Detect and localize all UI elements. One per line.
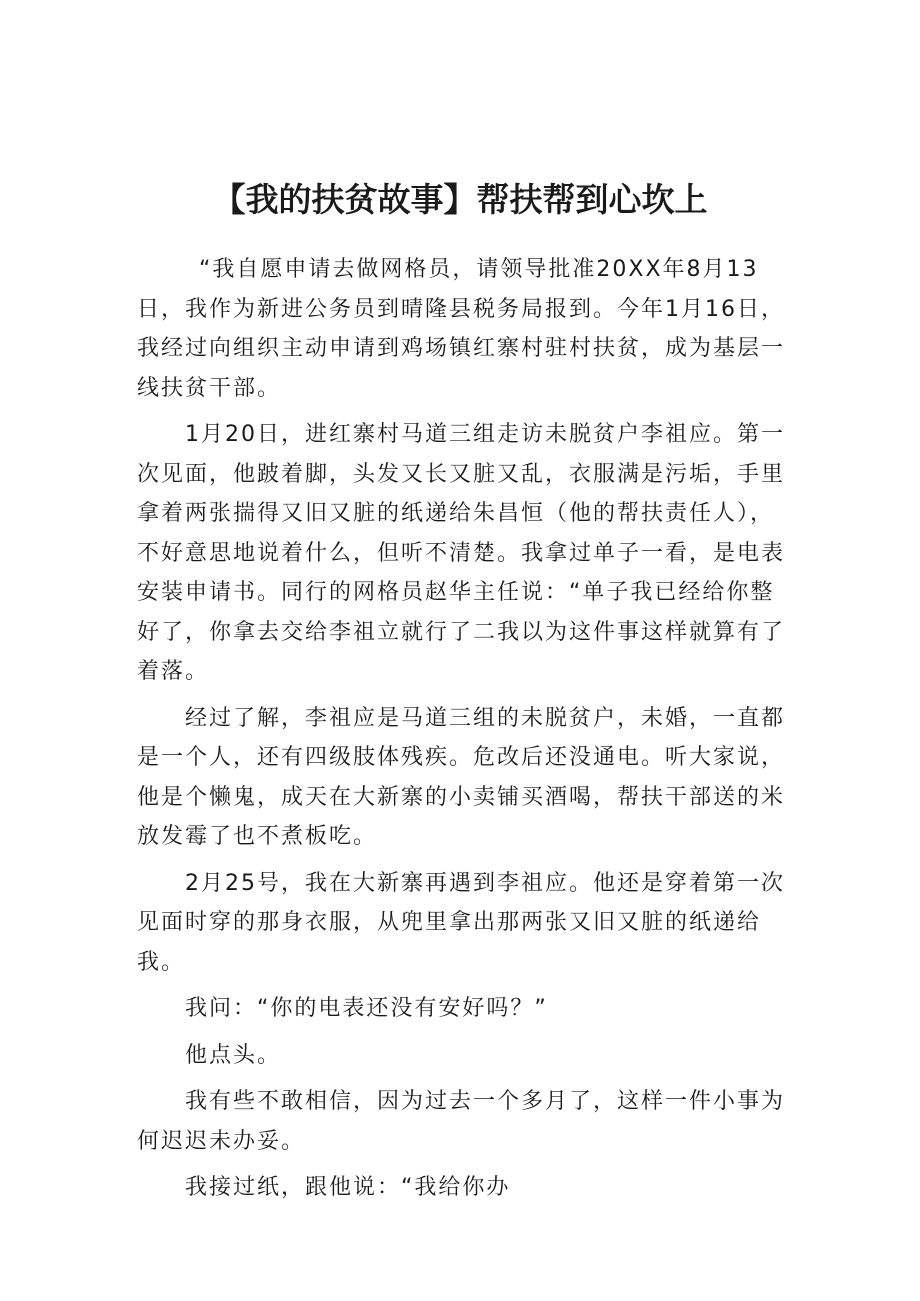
paragraph: 我有些不敢相信，因为过去一个多月了，这样一件小事为何迟迟未办妥。 [137, 1089, 786, 1154]
document-body [137, 250, 797, 1208]
paragraph: 我问：“你的电表还没有安好吗？” [185, 996, 548, 1021]
paragraph: 我接过纸，跟他说：“我给你办 [185, 1175, 511, 1200]
paragraph: 经过了解，李祖应是马道三组的未脱贫户，未婚，一直都是一个人，还有四级肢体残疾。危改后还没通电。听大家说，他是个懒鬼，成天在大新寨的小卖铺买酒喝，帮扶干部送的米放发霉了也不煮板吃。 [137, 705, 786, 849]
document-title: 【我的扶贫故事】帮扶帮到心坎上 [212, 180, 708, 220]
paragraph: 2月25号，我在大新寨再遇到李祖应。他还是穿着第一次见面时穿的那身衣服，从兜里拿出那两张又旧又脏的纸递给我。 [137, 870, 785, 975]
paragraph: 他点头。 [185, 1042, 282, 1068]
paragraph: 1月20日，进红寨村马道三组走访未脱贫户李祖应。第一次见面，他跛着脚，头发又长又脏又乱，衣服满是污垢，手里拿着两张揣得又旧又脏的纸递给朱昌恒（他的帮扶责任人），不好意思地说着什么，但听不清楚。我拿过单子一看，是电表安装申请书。同行的网格员赵华主任说：“单子我已经给你整好了，你拿去交给李祖立就行了二我以为这件事这样就算有了着落。 [137, 422, 786, 684]
paragraph: “我自愿申请去做网格员，请领导批准20XX年8月13日，我作为新进公务员到晴隆县税务局报到。今年1月16日，我经过向组织主动申请到鸡场镇红寨村驻村扶贫，成为基层一线扶贫干部。 [137, 257, 786, 401]
